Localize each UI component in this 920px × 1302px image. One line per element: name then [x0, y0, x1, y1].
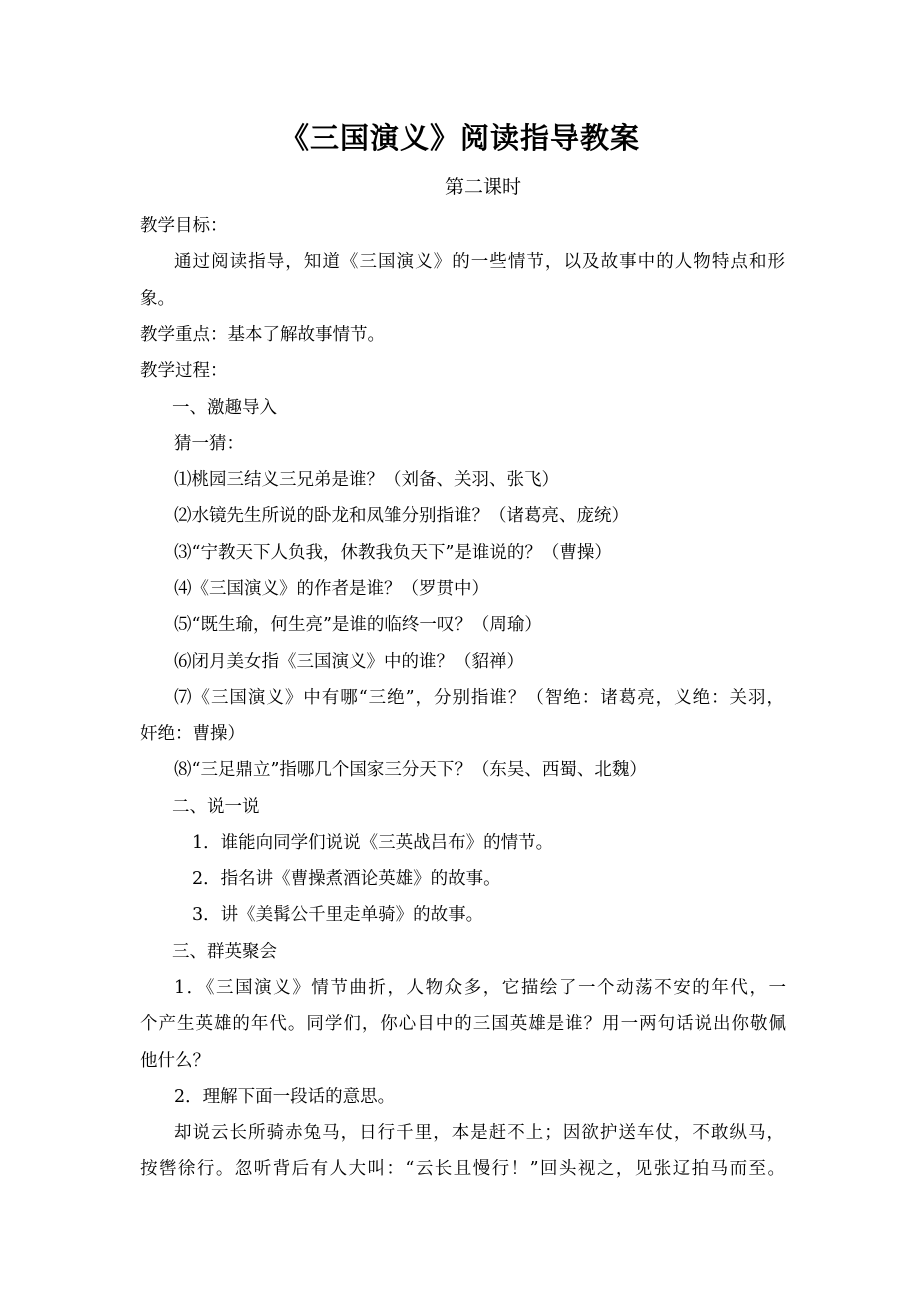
numbered-item: 3．讲《美髯公千里走单骑》的故事。	[192, 905, 484, 925]
quote-line: 按辔徐行。忽听背后有人大叫：“云长且慢行！”回头视之，见张辽拍马而至。	[140, 1159, 785, 1179]
numbered-item: 1．谁能向同学们说说《三英战吕布》的情节。	[192, 833, 554, 853]
document-subtitle: 第二课时	[444, 176, 521, 198]
list-item: ⑺《三国演义》中有哪“三绝”，分别指谁？（智绝：诸葛亮，义绝：关羽，	[174, 688, 784, 708]
list-item: ⑸“既生瑜，何生亮”是谁的临终一叹？（周瑜）	[174, 615, 542, 635]
list-item-continued: 奸绝：曹操）	[140, 724, 245, 744]
section-heading-2: 二、说一说	[172, 797, 260, 817]
paragraph-line: 猜一猜：	[174, 434, 244, 454]
paragraph-line: 他什么？	[140, 1051, 210, 1071]
section-heading-process: 教学过程：	[140, 361, 228, 381]
numbered-item: 2．指名讲《曹操煮酒论英雄》的故事。	[192, 869, 501, 889]
paragraph-line: 个产生英雄的年代。同学们，你心目中的三国英雄是谁？用一两句话说出你敬佩	[140, 1014, 786, 1034]
document-title: 《三国演义》阅读指导教案	[279, 121, 640, 155]
section-heading-3: 三、群英聚会	[172, 942, 277, 962]
list-item: ⑹闭月美女指《三国演义》中的谁？（貂禅）	[174, 652, 524, 672]
numbered-item: 2．理解下面一段话的意思。	[174, 1087, 396, 1107]
section-heading-objectives: 教学目标：	[140, 216, 228, 236]
section-heading-key-point: 教学重点：基本了解故事情节。	[140, 325, 385, 345]
list-item: ⑻“三足鼎立”指哪几个国家三分天下？（东吴、西蜀、北魏）	[174, 760, 647, 780]
section-heading-1: 一、激趣导入	[172, 398, 277, 418]
list-item: ⑴桃园三结义三兄弟是谁？（刘备、关羽、张飞）	[174, 470, 559, 490]
list-item: ⑷《三国演义》的作者是谁？（罗贯中）	[174, 579, 489, 599]
list-item: ⑵水镜先生所说的卧龙和凤雏分别指谁？（诸葛亮、庞统）	[174, 506, 629, 526]
paragraph-line: 象。	[140, 289, 175, 309]
paragraph-line: 通过阅读指导，知道《三国演义》的一些情节，以及故事中的人物特点和形	[174, 252, 785, 272]
list-item: ⑶“宁教天下人负我，休教我负天下”是谁说的？（曹操）	[174, 543, 612, 563]
numbered-item: 1．《三国演义》情节曲折，人物众多，它描绘了一个动荡不安的年代，一	[174, 978, 786, 998]
quote-line: 却说云长所骑赤兔马，日行千里，本是赶不上；因欲护送车仗，不敢纵马，	[174, 1123, 784, 1143]
